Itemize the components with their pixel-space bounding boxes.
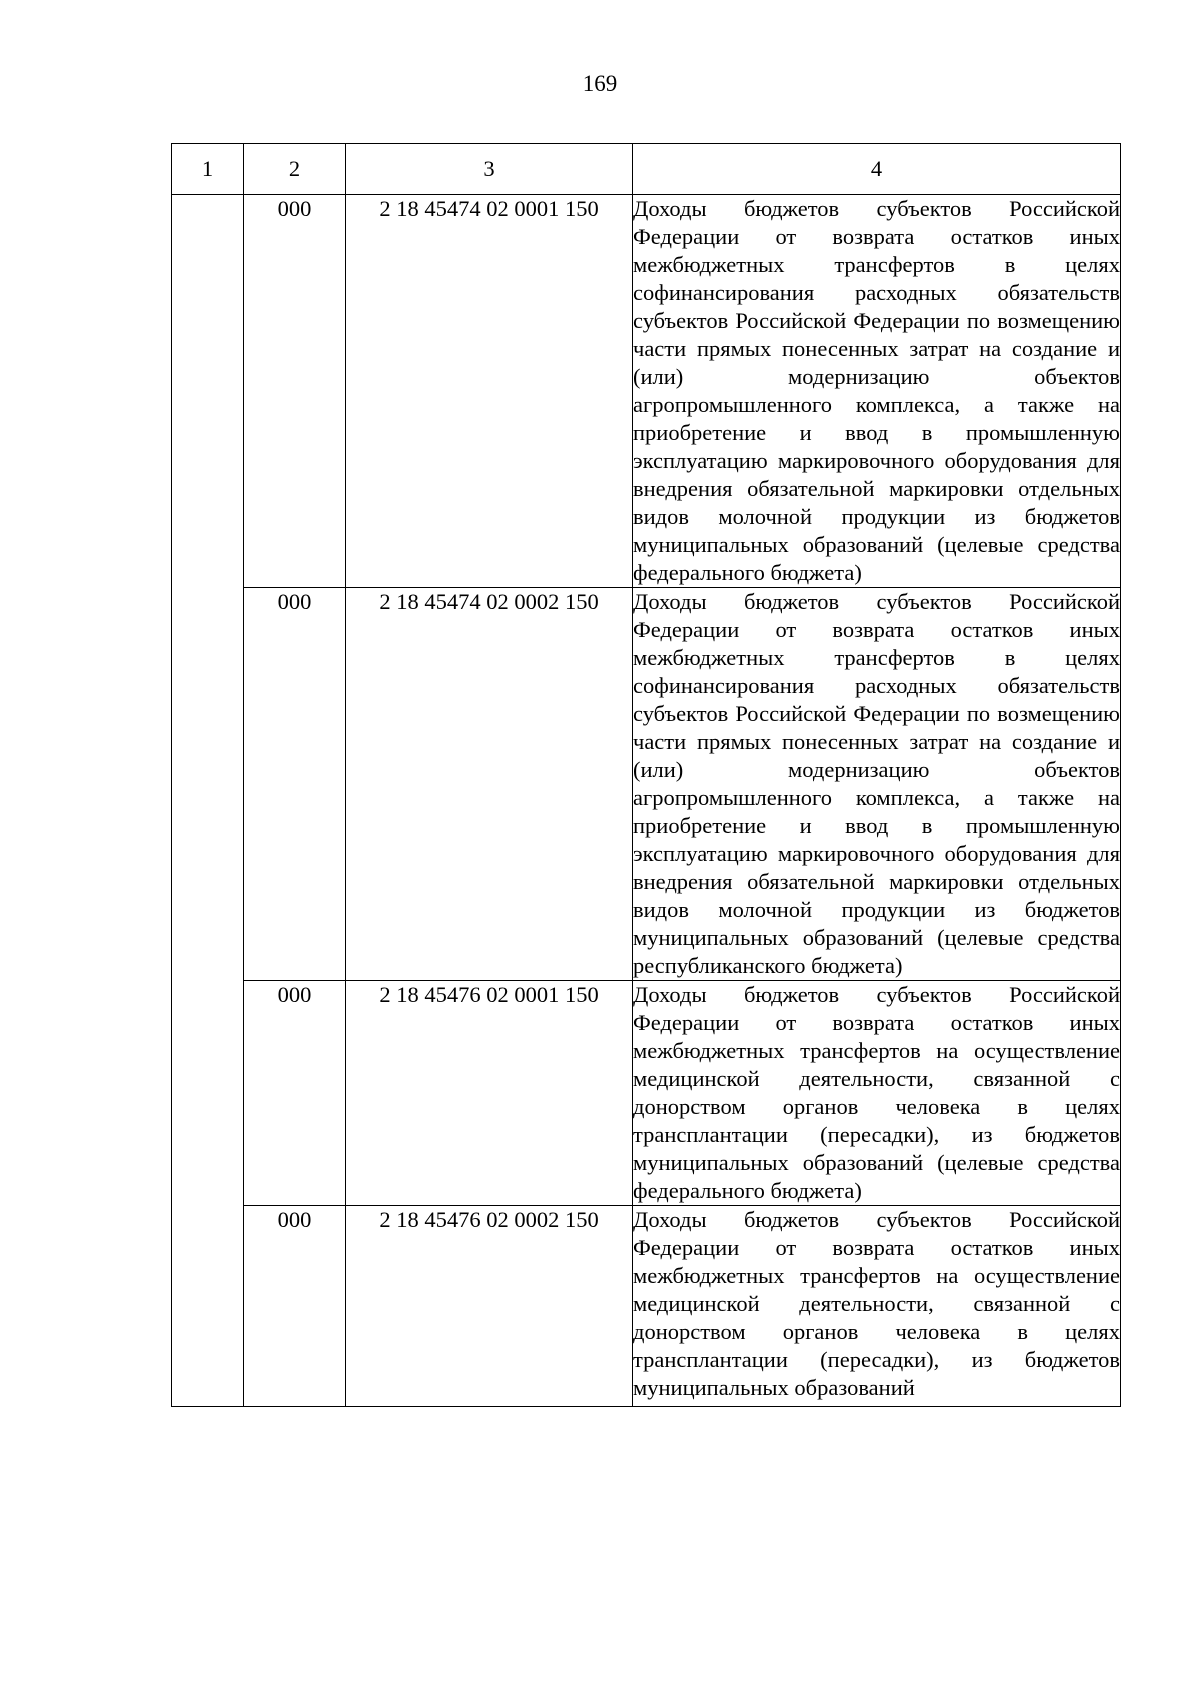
admin-code-cell: 000 bbox=[244, 195, 346, 588]
header-col-1: 1 bbox=[172, 144, 244, 195]
description-cell: Доходы бюджетов субъектов Российской Федерации от возврата остатков иных межбюджетных трансфертов на осуществление медицинской деятельности, связанной с донорством органов человека в целях трансплантации (пересадки), из бюджетов муниципальных образований bbox=[633, 1206, 1121, 1407]
table-header-row bbox=[172, 144, 1121, 195]
header-col-2: 2 bbox=[244, 144, 346, 195]
header-col-3: 3 bbox=[346, 144, 633, 195]
kbk-code-cell: 2 18 45476 02 0001 150 bbox=[346, 981, 633, 1206]
table-row bbox=[172, 1206, 1121, 1407]
empty-first-column-cell bbox=[172, 195, 244, 1407]
table-row bbox=[172, 195, 1121, 588]
table-row bbox=[172, 588, 1121, 981]
description-cell: Доходы бюджетов субъектов Российской Федерации от возврата остатков иных межбюджетных трансфертов на осуществление медицинской деятельности, связанной с донорством органов человека в целях трансплантации (пересадки), из бюджетов муниципальных образований (целевые средства федерального бюджета) bbox=[633, 981, 1121, 1206]
header-col-4: 4 bbox=[633, 144, 1121, 195]
admin-code-cell: 000 bbox=[244, 588, 346, 981]
admin-code-cell: 000 bbox=[244, 1206, 346, 1407]
table-row bbox=[172, 981, 1121, 1206]
kbk-code-cell: 2 18 45474 02 0001 150 bbox=[346, 195, 633, 588]
page-number: 169 bbox=[582, 71, 618, 96]
kbk-code-cell: 2 18 45474 02 0002 150 bbox=[346, 588, 633, 981]
description-cell: Доходы бюджетов субъектов Российской Федерации от возврата остатков иных межбюджетных трансфертов в целях софинансирования расходных обязательств субъектов Российской Федерации по возмещению части прямых понесенных затрат на создание и (или) модернизацию объектов агропромышленного комплекса, а также на приобретение и ввод в промышленную эксплуатацию маркировочного оборудования для внедрения обязательной маркировки отдельных видов молочной продукции из бюджетов муниципальных образований (целевые средства федерального бюджета) bbox=[633, 195, 1121, 588]
budget-classification-table bbox=[171, 143, 1121, 1407]
kbk-code-cell: 2 18 45476 02 0002 150 bbox=[346, 1206, 633, 1407]
description-cell: Доходы бюджетов субъектов Российской Федерации от возврата остатков иных межбюджетных трансфертов в целях софинансирования расходных обязательств субъектов Российской Федерации по возмещению части прямых понесенных затрат на создание и (или) модернизацию объектов агропромышленного комплекса, а также на приобретение и ввод в промышленную эксплуатацию маркировочного оборудования для внедрения обязательной маркировки отдельных видов молочной продукции из бюджетов муниципальных образований (целевые средства республиканского бюджета) bbox=[633, 588, 1121, 981]
admin-code-cell: 000 bbox=[244, 981, 346, 1206]
